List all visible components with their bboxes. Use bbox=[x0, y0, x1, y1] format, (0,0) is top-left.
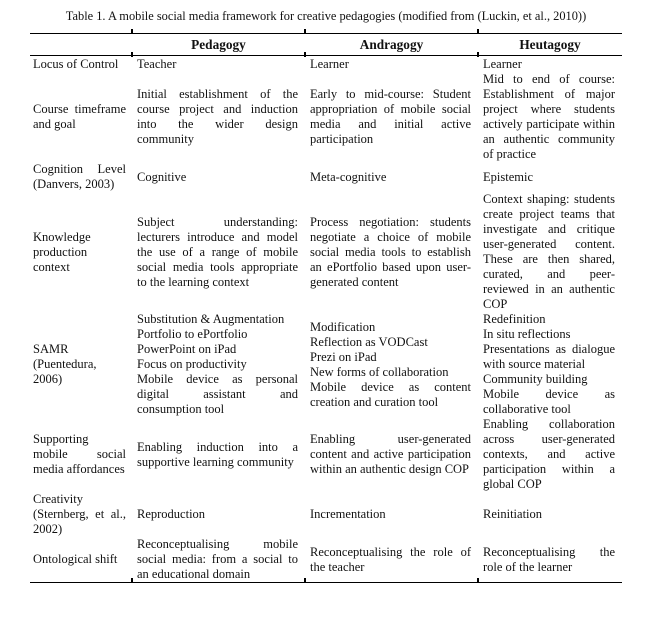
cell-paragraph: New forms of collaboration bbox=[310, 364, 449, 379]
cell bbox=[478, 72, 622, 162]
border-tick bbox=[304, 52, 306, 57]
row-label: Course timeframe and goal bbox=[33, 102, 126, 131]
cell-paragraph: Redefinition bbox=[483, 312, 546, 326]
cell-paragraph: Reflection as VODCast bbox=[310, 334, 428, 349]
table-row bbox=[30, 162, 622, 192]
column-header-andragogy: Andragogy bbox=[305, 34, 478, 56]
row-label: Locus of Control bbox=[33, 57, 119, 71]
cell-paragraph: Enabling induction into a supportive learning community bbox=[137, 439, 298, 469]
cell-paragraph: Meta-cognitive bbox=[310, 169, 387, 184]
cell bbox=[478, 312, 622, 417]
cell-paragraph: Presentations as dialogue with source material bbox=[483, 342, 615, 371]
cell-paragraph: Mobile device as personal digital assistant and consumption tool bbox=[137, 372, 298, 416]
cell bbox=[132, 72, 305, 162]
cell-paragraph: Context shaping: students create project teams that investigate and critique user-generated content. These are then shared, curated, and peer-reviewed in an authentic COP bbox=[483, 192, 615, 311]
cell-paragraph: Initial establishment of the course project and induction into the wider design community bbox=[137, 87, 298, 146]
table-row bbox=[30, 72, 622, 162]
cell bbox=[478, 162, 622, 192]
border-tick bbox=[477, 29, 479, 34]
row-label: Ontological shift bbox=[33, 552, 118, 566]
cell-paragraph: Community building bbox=[483, 372, 588, 386]
table-row bbox=[30, 192, 622, 312]
column-header-heutagogy: Heutagogy bbox=[478, 34, 622, 56]
cell bbox=[132, 192, 305, 312]
row-label: Knowledge production context bbox=[33, 229, 91, 274]
table-caption: Table 1. A mobile social media framework for creative pedagogies (modified from (Luckin, et al., 2010)) bbox=[65, 9, 587, 23]
cell-paragraph: Teacher bbox=[137, 57, 177, 71]
row-label: Supporting mobile social media affordances bbox=[33, 432, 126, 476]
cell-paragraph: PowerPoint on iPad bbox=[137, 342, 237, 356]
cell bbox=[132, 417, 305, 492]
cell-paragraph: Learner bbox=[310, 57, 349, 71]
cell-paragraph: Learner bbox=[483, 57, 522, 71]
cell-paragraph: Focus on productivity bbox=[137, 357, 247, 371]
cell-paragraph: Mobile device as collaborative tool bbox=[483, 387, 615, 416]
row-label: SAMR (Puentedura, 2006) bbox=[33, 342, 97, 386]
cell bbox=[305, 72, 478, 162]
cell-paragraph: Cognitive bbox=[137, 169, 187, 184]
table-row bbox=[30, 417, 622, 492]
table-row bbox=[30, 492, 622, 537]
cell-paragraph: Enabling collaboration across user-generated contexts, and active participation within a global COP bbox=[483, 417, 615, 491]
cell bbox=[305, 56, 478, 73]
cell-paragraph: Early to mid-course: Student appropriation of mobile social media and initial active participation bbox=[310, 87, 471, 146]
cell bbox=[132, 162, 305, 192]
cell-paragraph: Mobile device as content creation and curation tool bbox=[310, 379, 471, 409]
cell bbox=[132, 537, 305, 583]
cell-paragraph: Epistemic bbox=[483, 169, 533, 184]
cell-paragraph: Reinitiation bbox=[483, 507, 543, 521]
cell-paragraph: Process negotiation: students negotiate a choice of mobile social media tools to establish an ePortfolio based upon user-generated content bbox=[310, 214, 471, 289]
table-row bbox=[30, 312, 622, 417]
cell bbox=[478, 492, 622, 537]
cell-paragraph: In situ reflections bbox=[483, 327, 571, 341]
border-tick bbox=[131, 578, 133, 583]
cell-paragraph: Reconceptualising mobile social media: from a social to an educational domain bbox=[137, 537, 298, 581]
border-tick bbox=[477, 52, 479, 57]
table-container bbox=[30, 33, 622, 583]
cell-paragraph: Portfolio to ePortfolio bbox=[137, 327, 248, 341]
cell bbox=[478, 56, 622, 73]
border-tick bbox=[477, 578, 479, 583]
cell bbox=[132, 312, 305, 417]
cell-paragraph: Subject understanding: lecturers introduce and model the use of a range of mobile social media tools appropriate to the learning context bbox=[137, 214, 298, 289]
cell bbox=[305, 312, 478, 417]
cell-paragraph: Modification bbox=[310, 319, 376, 334]
border-tick bbox=[131, 29, 133, 34]
cell-paragraph: Prezi on iPad bbox=[310, 349, 377, 364]
row-label: Creativity (Sternberg, et al., 2002) bbox=[33, 492, 126, 536]
table-row bbox=[30, 537, 622, 583]
border-tick bbox=[304, 29, 306, 34]
border-tick bbox=[131, 52, 133, 57]
cell bbox=[478, 192, 622, 312]
cell bbox=[305, 192, 478, 312]
border-tick bbox=[304, 578, 306, 583]
row-label: Cognition Level (Danvers, 2003) bbox=[33, 162, 126, 191]
cell-paragraph: Mid to end of course: Establishment of major project where students actively participate within an authentic community of practice bbox=[483, 72, 615, 161]
cell-paragraph: Substitution & Augmentation bbox=[137, 312, 285, 326]
cell bbox=[478, 417, 622, 492]
cell bbox=[478, 537, 622, 583]
table-header bbox=[30, 34, 622, 56]
cell bbox=[132, 492, 305, 537]
cell bbox=[305, 417, 478, 492]
table-body bbox=[30, 56, 622, 583]
cell-paragraph: Reconceptualising the role of the learner bbox=[483, 544, 615, 574]
column-header-blank bbox=[30, 34, 132, 56]
header-row bbox=[30, 34, 622, 56]
column-header-pedagogy: Pedagogy bbox=[132, 34, 305, 56]
cell-paragraph: Reproduction bbox=[137, 507, 206, 521]
cell bbox=[305, 492, 478, 537]
cell bbox=[305, 537, 478, 583]
cell bbox=[305, 162, 478, 192]
cell-paragraph: Reconceptualising the role of the teacher bbox=[310, 544, 471, 574]
table-row bbox=[30, 56, 622, 73]
cell-paragraph: Enabling user-generated content and active participation within an authentic design COP bbox=[310, 432, 471, 476]
framework-table bbox=[30, 33, 622, 583]
cell-paragraph: Incrementation bbox=[310, 507, 386, 521]
cell bbox=[132, 56, 305, 73]
